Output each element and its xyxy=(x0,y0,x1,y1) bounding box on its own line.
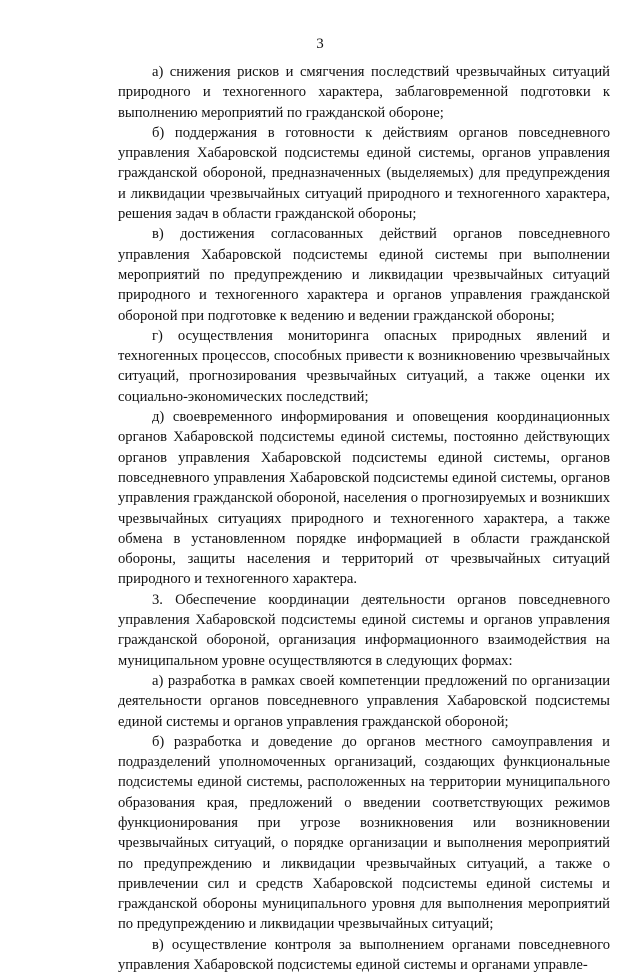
page-number: 3 xyxy=(316,36,324,52)
paragraph-3-coordination: 3. Обеспечение координации деятельности органов повседневного управления Хабаровской подсистемы единой системы и органов управления гражданской обороной, организация информационного взаимодействия на муниципальном уровне осуществляются в следующих формах: xyxy=(118,591,610,669)
paragraph-b-readiness: б) поддержания в готовности к действиям органов повседневного управления Хабаровской подсистемы единой системы, органов управления гражданской обороной, предназначенных (выделяемых) для предупреждения и ликвидации чрезвычайных ситуаций природного и техногенного характера, решения задач в области гражданской обороны; xyxy=(118,124,610,223)
paragraph-3a-proposals: а) разработка в рамках своей компетенции предложений по организации деятельности органов повседневного управления Хабаровской подсистемы единой системы и органов управления гражданской обороной; xyxy=(118,672,610,730)
paragraph-g-monitoring: г) осуществления мониторинга опасных природных явлений и техногенных процессов, способных привести к возникновению чрезвычайных ситуаций, прогнозирования чрезвычайных ситуаций, а также оценки их социально-экономических последствий; xyxy=(118,327,610,405)
document-body xyxy=(118,62,610,975)
paragraph-a-risk-reduction: а) снижения рисков и смягчения последствий чрезвычайных ситуаций природного и техногенного характера, заблаговременной подготовки к выполнению мероприятий по гражданской обороне; xyxy=(118,64,610,121)
paragraph-v-coordinated-actions: в) достижения согласованных действий органов повседневного управления Хабаровской подсистемы единой системы при выполнении мероприятий по предупреждению и ликвидации чрезвычайных ситуаций природного и техногенного характера и органов управления гражданской обороной при подготовке к ведению и ведении гражданской обороны; xyxy=(118,226,610,324)
paragraph-d-informing: д) своевременного информирования и оповещения координационных органов Хабаровской подсистемы единой системы, постоянно действующих органов управления Хабаровской подсистемы единой системы, органов повседневного управления Хабаровской подсистемы единой системы, органов управления гражданской обороной, населения о прогнозируемых и возникших чрезвычайных ситуациях природного и техногенного характера, а также обмена в установленном порядке информацией в области гражданской обороны, защиты населения и территорий от чрезвычайных ситуаций природного и техногенного характера. xyxy=(118,409,610,588)
paragraph-3v-control: в) осуществление контроля за выполнением органами повседневного управления Хабаровской подсистемы единой системы и органами управле- xyxy=(118,936,610,974)
paragraph-3b-regimes: б) разработка и доведение до органов местного самоуправления и подразделений уполномоченных организаций, создающих функциональные подсистемы единой системы, расположенных на территории муниципального образования края, предложений о введении соответствующих режимов функционирования при угрозе возникновения или возникновении чрезвычайных ситуаций, о порядке организации и выполнения мероприятий по предупреждению и ликвидации чрезвычайных ситуаций, а также о привлечении сил и средств Хабаровской подсистемы единой системы и гражданской обороны муниципального уровня для выполнения мероприятий по предупреждению и ликвидации чрезвычайных ситуаций; xyxy=(118,733,610,933)
